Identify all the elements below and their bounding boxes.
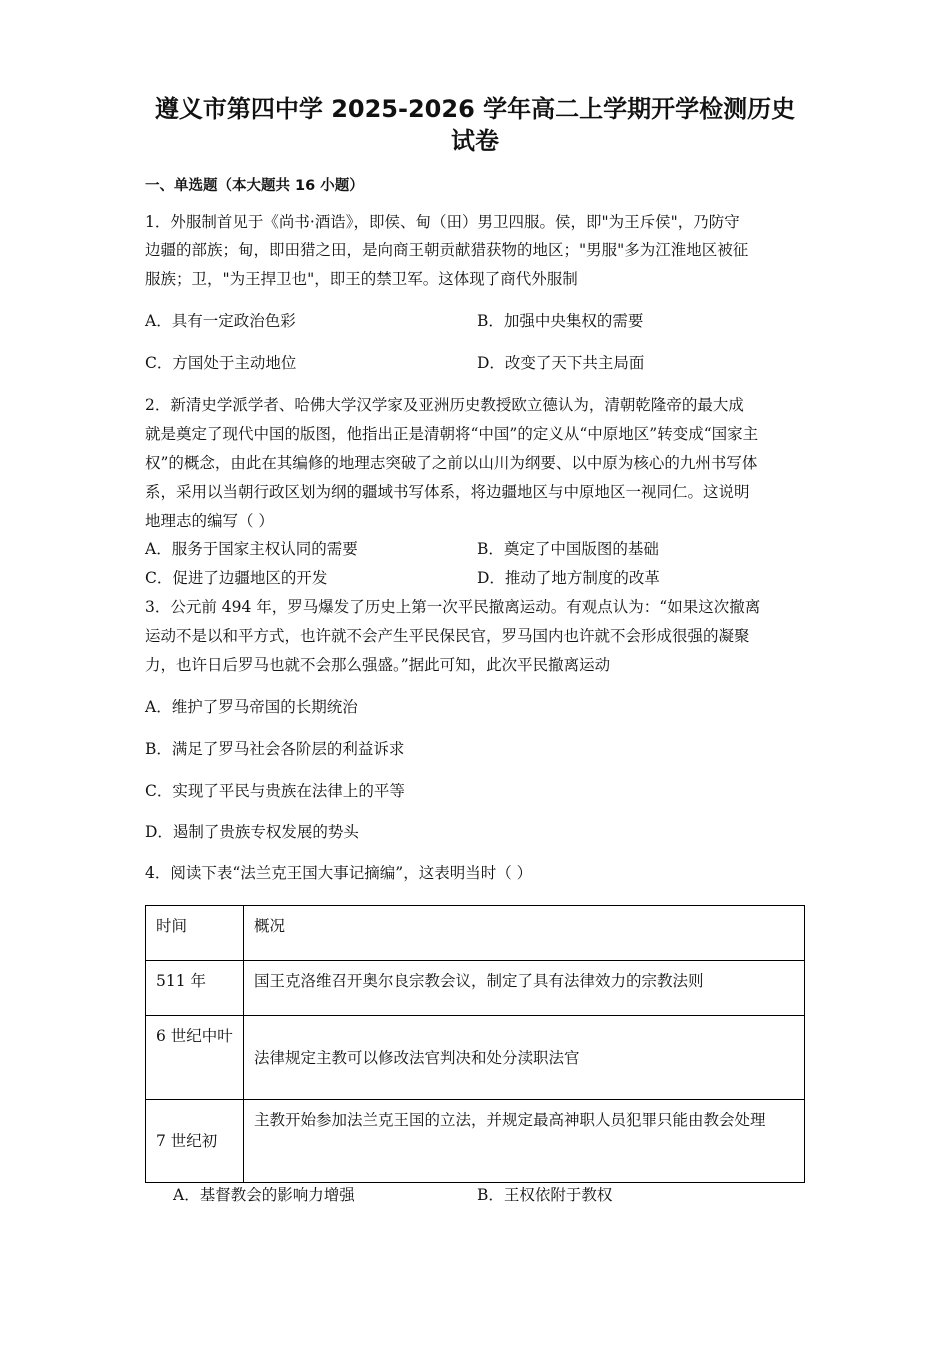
question-1-line: 1．外服制首见于《尚书·酒诰》，即侯、甸（田）男卫四服。侯，即"为王斥侯"，乃防守	[145, 213, 740, 231]
question-2-option-b: B．奠定了中国版图的基础	[477, 540, 659, 558]
exam-title-line1: 遵义市第四中学 2025-2026 学年高二上学期开学检测历史	[154, 95, 796, 123]
exam-title-line2: 试卷	[451, 127, 499, 155]
question-3-option-d: D．遏制了贵族专权发展的势头	[145, 823, 359, 841]
question-3-option-a: A．维护了罗马帝国的长期统治	[145, 698, 358, 716]
table-cell-time: 511 年	[146, 961, 244, 1016]
table-row	[146, 1100, 805, 1183]
table-row	[146, 961, 805, 1016]
question-1-line: 边疆的部族；甸，即田猎之田，是向商王朝贡献猎获物的地区；"男服"多为江淮地区被征	[145, 241, 749, 259]
question-3-line: 力，也许日后罗马也就不会那么强盛。”据此可知，此次平民撤离运动	[145, 656, 611, 674]
table-cell-time: 7 世纪初	[146, 1100, 244, 1183]
question-2-line: 地理志的编写（ ）	[145, 512, 274, 530]
table-header-cell: 概况	[244, 906, 805, 961]
table-row	[146, 1016, 805, 1100]
question-2-line: 2．新清史学派学者、哈佛大学汉学家及亚洲历史教授欧立德认为，清朝乾隆帝的最大成	[145, 396, 744, 414]
question-2-option-a: A．服务于国家主权认同的需要	[145, 540, 358, 558]
table-cell-desc: 国王克洛维召开奥尔良宗教会议，制定了具有法律效力的宗教法则	[244, 961, 805, 1016]
question-2-line: 系，采用以当朝行政区划为纲的疆域书写体系，将边疆地区与中原地区一视同仁。这说明	[145, 483, 750, 501]
question-4-line: 4．阅读下表“法兰克王国大事记摘编”，这表明当时（ ）	[145, 864, 533, 882]
question-4-option-a: A．基督教会的影响力增强	[173, 1186, 355, 1204]
question-1-option-b: B．加强中央集权的需要	[477, 312, 644, 330]
events-table	[145, 905, 805, 1183]
question-2-line: 权”的概念，由此在其编修的地理志突破了之前以山川为纲要、以中原为核心的九州书写体	[145, 454, 758, 472]
table-cell-desc: 主教开始参加法兰克王国的立法，并规定最高神职人员犯罪只能由教会处理	[244, 1100, 805, 1183]
question-4-option-b: B．王权依附于教权	[477, 1186, 613, 1204]
table-header-row	[146, 906, 805, 961]
question-1-option-a: A．具有一定政治色彩	[145, 312, 296, 330]
question-3-line: 运动不是以和平方式，也许就不会产生平民保民官，罗马国内也许就不会形成很强的凝聚	[145, 627, 750, 645]
question-3-line: 3．公元前 494 年，罗马爆发了历史上第一次平民撤离运动。有观点认为：“如果这次撤离	[145, 598, 761, 616]
question-2-line: 就是奠定了现代中国的版图，他指出正是清朝将“中国”的定义从“中原地区”转变成“国家主	[145, 425, 759, 443]
question-2-option-d: D．推动了地方制度的改革	[477, 569, 660, 587]
section-heading: 一、单选题（本大题共 16 小题）	[145, 178, 364, 194]
table-header-cell: 时间	[146, 906, 244, 961]
question-1-option-c: C．方国处于主动地位	[145, 354, 297, 372]
question-1-option-d: D．改变了天下共主局面	[477, 354, 645, 372]
table-cell-time: 6 世纪中叶	[146, 1016, 244, 1100]
question-1-line: 服族；卫，"为王捍卫也"，即王的禁卫军。这体现了商代外服制	[145, 270, 578, 288]
question-2-option-c: C．促进了边疆地区的开发	[145, 569, 328, 587]
question-3-option-b: B．满足了罗马社会各阶层的利益诉求	[145, 740, 405, 758]
table-cell-desc: 法律规定主教可以修改法官判决和处分渎职法官	[244, 1016, 805, 1100]
question-3-option-c: C．实现了平民与贵族在法律上的平等	[145, 782, 405, 800]
